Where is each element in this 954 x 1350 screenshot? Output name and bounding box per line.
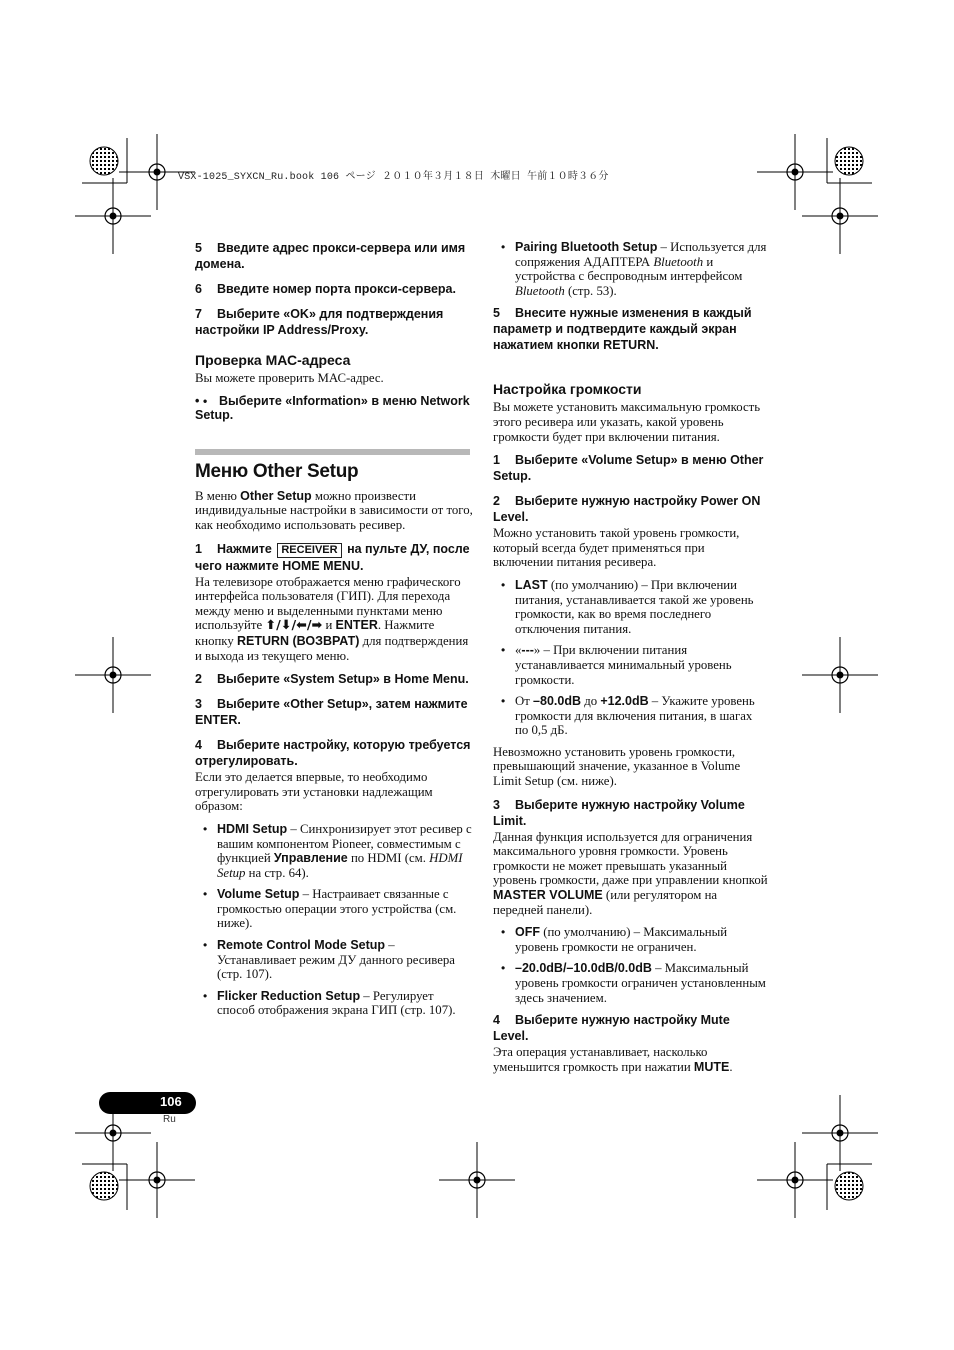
volume-step-3: 3 Выберите нужную настройку Volume Limit. — [493, 797, 745, 828]
print-header: VSX-1025_SYXCN_Ru.book 106 ページ ２０１０年３月１８日 木曜日 午前１０時３６分 — [178, 172, 609, 183]
step-1-body: На телевизоре отображается меню графического интерфейса пользователя (ГИП). Для перехода между меню и выделенными пунктами меню используйте ⬆/⬇/⬅/➡ и ENTER. Нажмите кнопку RETURN (ВОЗВРАТ) для подтверждения и выхода из текущего меню. — [195, 574, 469, 663]
volume-step-2-note: Невозможно установить уровень громкости, превышающий значение, указанное в Volume Limit Setup (см. ниже). — [493, 744, 741, 789]
step-6: 6 Введите номер порта прокси-сервера. — [195, 282, 456, 296]
step-3: 3 Выберите «Other Setup», затем нажмите ENTER. — [195, 697, 468, 728]
receiver-key: RECEIVER — [277, 543, 341, 558]
right-column — [493, 240, 768, 1082]
volume-step-2: 2 Выберите нужную настройку Power ON Level. — [493, 494, 761, 525]
section-intro: В меню Other Setup можно произвести индивидуальные настройки в зависимости от того, как необходимо использовать ресивер. — [195, 488, 473, 532]
step-5-right: 5 Внесите нужные изменения в каждый параметр и подтвердите каждый экран нажатием кнопки RETURN. — [493, 306, 752, 353]
arrow-keys-icon: ⬆/⬇/⬅/➡ — [265, 618, 323, 634]
bullet-pairing-bluetooth: • Pairing Bluetooth Setup – Используется для сопряжения АДАПТЕРА Bluetooth и устройства с беспроводным интерфейсом Bluetooth (стр. 53). — [493, 240, 768, 298]
bullet-remote-control-setup: • Remote Control Mode Setup – Устанавливает режим ДУ данного ресивера (стр. 107). — [195, 938, 473, 982]
step-5: 5 Введите адрес прокси-сервера или имя домена. — [195, 241, 466, 271]
bullet-last: • LAST (по умолчанию) – При включении питания, устанавливается такой же уровень громкости, как во время последнего отключения питания. — [493, 578, 768, 636]
step-4: 4 Выберите настройку, которую требуется отрегулировать. — [195, 738, 471, 769]
mac-bullet: • • Выберите «Information» в меню Network Setup. — [195, 394, 473, 423]
volume-intro: Вы можете установить максимальную громкость этого ресивера или указать, какой уровень громкости будет при включении питания. — [493, 400, 761, 444]
volume-step-2-body: Можно установить такой уровень громкости, который всегда будет применяться при включении питания ресивера. — [493, 526, 740, 570]
section-rule — [195, 449, 470, 455]
bullet-flicker-reduction: • Flicker Reduction Setup – Регулирует способ отображения экрана ГИП (стр. 107). — [195, 989, 473, 1018]
left-column — [195, 240, 473, 1025]
volume-step-4: 4 Выберите нужную настройку Mute Level. — [493, 1013, 730, 1044]
bullet-volume-setup: • Volume Setup – Настраивает связанные с громкостью операции этого устройства (см. ниже). — [195, 887, 473, 931]
mac-body: Вы можете проверить МАС-адрес. — [195, 371, 384, 385]
volume-heading: Настройка громкости — [493, 381, 642, 398]
bullet-minimum: • «---» – При включении питания устанавливается минимальный уровень громкости. — [493, 643, 768, 687]
mac-heading: Проверка МАС-адреса — [195, 352, 351, 368]
step-1: 1 Нажмите RECEIVER на пульте ДУ, после чего нажмите HOME MENU. — [195, 541, 470, 573]
step-7: 7 Выберите «OK» для подтверждения настройки IP Address/Proxy. — [195, 307, 444, 337]
bullet-off: • OFF (по умолчанию) – Максимальный уровень громкости не ограничен. — [493, 925, 768, 954]
volume-step-1: 1 Выберите «Volume Setup» в меню Other Setup. — [493, 453, 764, 484]
section-title: Меню Other Setup — [195, 460, 359, 482]
bullet-limit-values: • –20.0dB/–10.0dB/0.0dB – Максимальный уровень громкости ограничен установленным здесь значением. — [493, 961, 768, 1005]
volume-step-3-body: Данная функция используется для ограничения максимального уровня громкости. Уровень громкости не может превышать указанный уровень громкости, даже при управлении кнопкой MASTER VOLUME (или регулятором на передней панели). — [493, 829, 768, 917]
language-code: Ru — [163, 1114, 176, 1125]
step-4-body: Если это делается впервые, то необходимо отрегулировать эти установки надлежащим образом: — [195, 770, 433, 814]
page-number: 106 — [160, 1094, 182, 1109]
bullet-range: • От –80.0dB до +12.0dB – Укажите уровень громкости для включения питания, в шагах по 0,5 дБ. — [493, 694, 768, 738]
volume-step-4-body: Эта операция устанавливает, насколько уменьшится громкость при нажатии MUTE. — [493, 1045, 733, 1074]
step-2: 2 Выберите «System Setup» в Home Menu. — [195, 672, 469, 687]
bullet-hdmi-setup: • HDMI Setup – Синхронизирует этот ресивер с вашим компонентом Pioneer, совместимым с функцией Управление по HDMI (см. HDMI Setup на стр. 64). — [195, 822, 473, 880]
